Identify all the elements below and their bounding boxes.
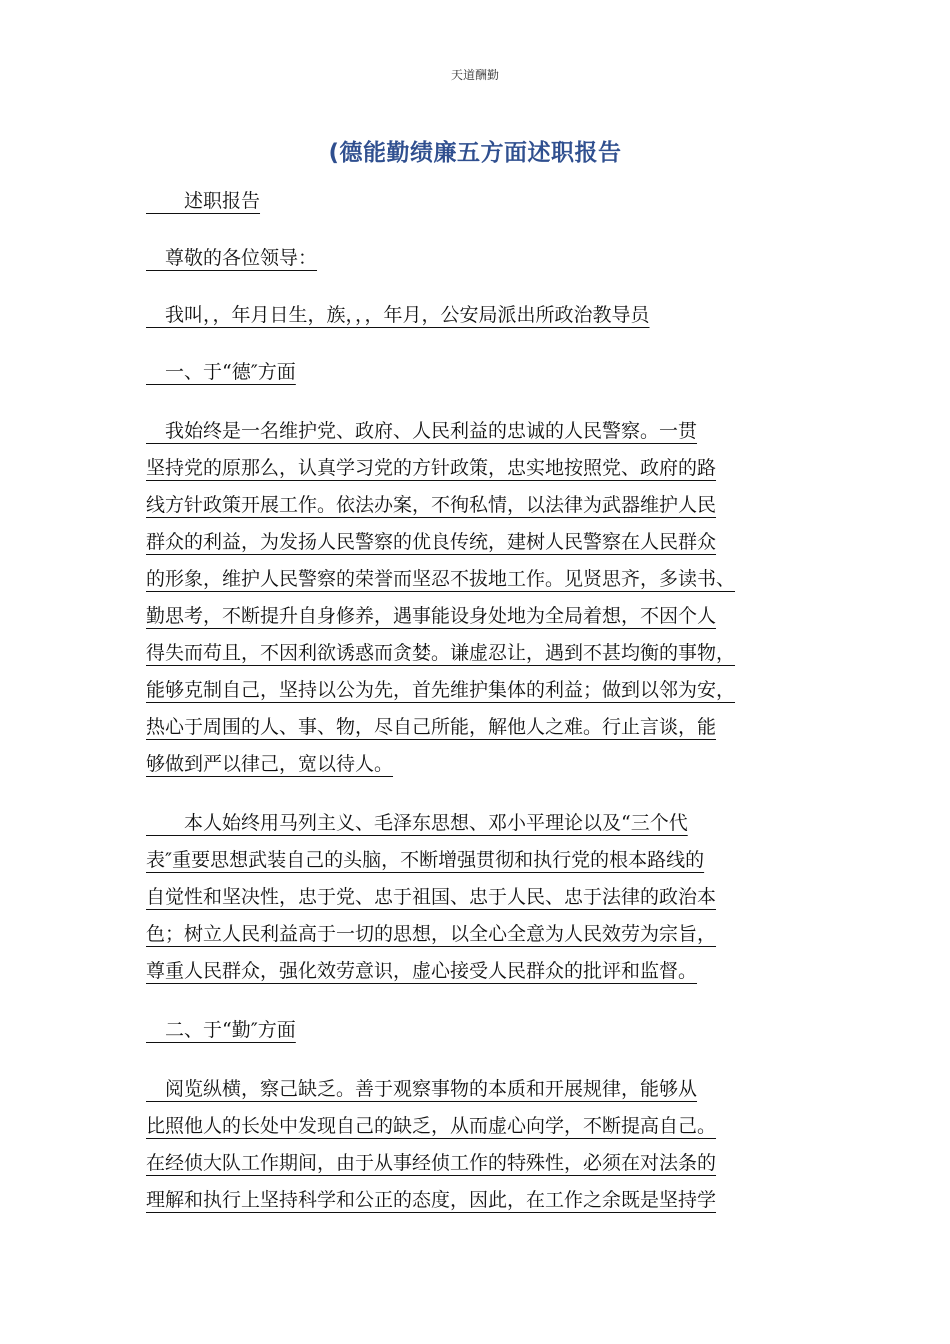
text-line: 阅览纵横，察己缺乏。善于观察事物的本质和开展规律，能够从 (146, 1078, 698, 1100)
page-header: 天道酬勤 (450, 68, 499, 82)
paragraph-line (146, 916, 812, 953)
paragraph-line (146, 1108, 812, 1145)
paragraph-2 (146, 805, 812, 990)
text-line: 我叫，，年月日生，族，，，年月，公安局派出所政治教导员 (146, 304, 650, 326)
intro-line (146, 297, 812, 334)
salutation (146, 240, 812, 277)
text-line: 二、于“勤″方面 (146, 1019, 296, 1041)
text-line: 坚持党的原那么，认真学习党的方针政策，忠实地按照党、政府的路 (146, 457, 717, 479)
text-line: 本人始终用马列主义、毛泽东思想、邓小平理论以及“三个代 (146, 812, 688, 834)
paragraph-line (146, 561, 812, 598)
text-line: 一、于“德″方面 (146, 361, 296, 383)
paragraph-line (146, 450, 812, 487)
paragraph-line (146, 1182, 812, 1219)
text-line: 尊重人民群众，强化效劳意识，虚心接受人民群众的批评和监督。 (146, 960, 698, 982)
text-line: 够做到严以律己，宽以待人。 (146, 753, 394, 775)
paragraph-line (146, 1071, 812, 1108)
text-line: 尊敬的各位领导： (146, 247, 318, 269)
text-line: 线方针政策开展工作。依法办案，不徇私情，以法律为武器维护人民 (146, 494, 717, 516)
paragraph-line (146, 635, 812, 672)
document-title: (德能勤绩廉五方面述职报告 (328, 140, 622, 166)
text-line: 我始终是一名维护党、政府、人民利益的忠诚的人民警察。一贯 (146, 420, 698, 442)
section-heading-de (146, 354, 812, 391)
paragraph-line (146, 746, 812, 783)
paragraph-line (146, 842, 812, 879)
text-line: 能够克制自己，坚持以公为先，首先维护集体的利益；做到以邻为安， (146, 679, 736, 701)
section-heading-qin (146, 1012, 812, 1049)
paragraph-line (146, 598, 812, 635)
text-line: 群众的利益，为发扬人民警察的优良传统，建树人民警察在人民群众 (146, 531, 717, 553)
paragraph-line (146, 1145, 812, 1182)
paragraph-line (146, 524, 812, 561)
paragraph-line (146, 413, 812, 450)
paragraph-line (146, 805, 812, 842)
text-line: 比照他人的长处中发现自己的缺乏，从而虚心向学，不断提高自己。 (146, 1115, 717, 1137)
text-line: 理解和执行上坚持科学和公正的态度，因此，在工作之余既是坚持学 (146, 1189, 717, 1211)
text-line: 色；树立人民利益高于一切的思想，以全心全意为人民效劳为宗旨， (146, 923, 717, 945)
paragraph-line (146, 709, 812, 746)
paragraph-line (146, 879, 812, 916)
text-line: 得失而苟且，不因利欲诱惑而贪婪。谦虚忍让，遇到不甚均衡的事物， (146, 642, 736, 664)
text-line: 热心于周围的人、事、物，尽自己所能，解他人之难。行止言谈，能 (146, 716, 717, 738)
text-line: 的形象，维护人民警察的荣誉而坚忍不拔地工作。见贤思齐，多读书、 (146, 568, 736, 590)
paragraph-1 (146, 413, 812, 783)
paragraph-line (146, 672, 812, 709)
text-line: 述职报告 (146, 190, 261, 212)
text-line: 在经侦大队工作期间，由于从事经侦工作的特殊性，必须在对法条的 (146, 1152, 717, 1174)
text-line: 勤思考，不断提升自身修养，遇事能设身处地为全局着想，不因个人 (146, 605, 717, 627)
text-line: 自觉性和坚决性，忠于党、忠于祖国、忠于人民、忠于法律的政治本 (146, 886, 717, 908)
heading-report (146, 183, 812, 220)
text-line: 表″重要思想武装自己的头脑，不断增强贯彻和执行党的根本路线的 (146, 849, 705, 871)
paragraph-line (146, 487, 812, 524)
document-body (146, 183, 812, 1219)
paragraph-line (146, 953, 812, 990)
paragraph-3 (146, 1071, 812, 1219)
